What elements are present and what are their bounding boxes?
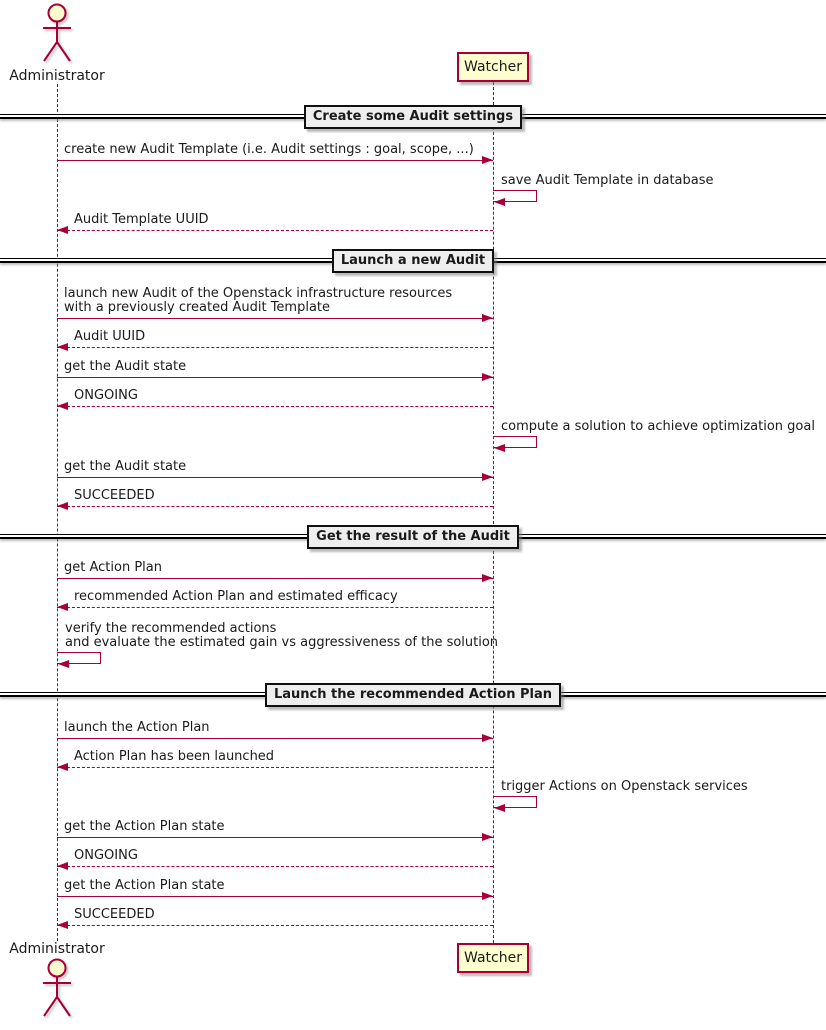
message-arrow-dashed xyxy=(57,866,493,867)
arrowhead-right-icon xyxy=(482,833,493,841)
message-text xyxy=(64,721,210,735)
message-arrow-dashed xyxy=(57,925,493,926)
message-text-line: verify the recommended actions xyxy=(65,621,277,636)
message-text-line: get the Action Plan state xyxy=(64,878,225,893)
message-text xyxy=(65,622,498,650)
message-text-line: SUCCEEDED xyxy=(74,907,155,922)
message-arrow-dashed xyxy=(57,506,493,507)
message-arrow-solid xyxy=(57,477,493,478)
message-arrow-dashed xyxy=(57,607,493,608)
divider-label: Get the result of the Audit xyxy=(307,525,519,549)
message-arrow-solid xyxy=(57,738,493,739)
message-text xyxy=(74,849,138,863)
message-text-line: get the Audit state xyxy=(64,459,187,474)
arrowhead-left-icon xyxy=(57,603,68,611)
message-text xyxy=(501,174,714,188)
message-text xyxy=(74,330,145,344)
message-text-line: Audit Template UUID xyxy=(74,212,209,227)
message-text-line: create new Audit Template (i.e. Audit settings : goal, scope, ...) xyxy=(64,142,474,157)
message-text-line: get Action Plan xyxy=(64,560,162,575)
section-divider xyxy=(0,526,826,548)
administrator-label-bottom: Administrator xyxy=(9,941,105,957)
message-arrow-solid xyxy=(57,377,493,378)
message-text xyxy=(501,780,748,794)
message-text-line: with a previously created Audit Template xyxy=(64,300,331,315)
watcher-participant-top: Watcher xyxy=(457,52,529,82)
arrowhead-left-icon xyxy=(494,444,505,452)
message-text xyxy=(74,908,155,922)
section-divider xyxy=(0,684,826,706)
message-text xyxy=(64,561,162,575)
message-arrow-dashed xyxy=(57,406,493,407)
arrowhead-left-icon xyxy=(57,862,68,870)
message-text-line: launch the Action Plan xyxy=(64,720,210,735)
message-text-line: and evaluate the estimated gain vs aggressiveness of the solution xyxy=(65,635,499,650)
arrowhead-left-icon xyxy=(57,402,68,410)
message-text-line: ONGOING xyxy=(74,848,138,863)
message-text-line: Action Plan has been launched xyxy=(74,749,275,764)
arrowhead-right-icon xyxy=(482,892,493,900)
message-text-line: ONGOING xyxy=(74,388,138,403)
watcher-lifeline xyxy=(493,82,494,943)
divider-label: Launch a new Audit xyxy=(332,249,494,273)
message-arrow-solid xyxy=(57,896,493,897)
arrowhead-right-icon xyxy=(482,734,493,742)
administrator-actor-icon-bottom xyxy=(34,957,80,1019)
message-text xyxy=(64,460,186,474)
message-text xyxy=(74,389,138,403)
arrowhead-right-icon xyxy=(482,574,493,582)
message-text-line: Audit UUID xyxy=(74,329,146,344)
message-arrow-dashed xyxy=(57,347,493,348)
message-text-line: save Audit Template in database xyxy=(501,173,714,188)
section-divider xyxy=(0,250,826,272)
message-text xyxy=(74,213,209,227)
message-arrow-solid xyxy=(57,578,493,579)
message-arrow-dashed xyxy=(57,230,493,231)
message-text xyxy=(64,820,225,834)
administrator-actor-icon xyxy=(34,2,80,64)
divider-label: Create some Audit settings xyxy=(304,105,522,129)
watcher-participant-bottom: Watcher xyxy=(457,943,529,973)
message-arrow-solid xyxy=(57,160,493,161)
message-arrow-solid xyxy=(57,837,493,838)
message-text xyxy=(64,287,452,315)
arrowhead-right-icon xyxy=(482,156,493,164)
message-text xyxy=(74,590,398,604)
administrator-lifeline xyxy=(57,84,58,941)
message-text-line: recommended Action Plan and estimated efficacy xyxy=(74,589,398,604)
message-text-line: get the Audit state xyxy=(64,359,187,374)
message-text xyxy=(74,489,155,503)
administrator-label-top: Administrator xyxy=(9,68,105,84)
arrowhead-right-icon xyxy=(482,314,493,322)
arrowhead-left-icon xyxy=(57,502,68,510)
message-text xyxy=(64,360,186,374)
message-arrow-solid xyxy=(57,318,493,319)
arrowhead-left-icon xyxy=(57,343,68,351)
message-text-line: get the Action Plan state xyxy=(64,819,225,834)
arrowhead-left-icon xyxy=(494,804,505,812)
message-text xyxy=(64,143,474,157)
divider-label: Launch the recommended Action Plan xyxy=(265,683,561,707)
arrowhead-left-icon xyxy=(494,198,505,206)
arrowhead-left-icon xyxy=(57,763,68,771)
message-text xyxy=(74,750,274,764)
message-text xyxy=(64,879,225,893)
section-divider xyxy=(0,106,826,128)
arrowhead-left-icon xyxy=(57,921,68,929)
message-text-line: compute a solution to achieve optimization goal xyxy=(501,419,815,434)
message-text-line: launch new Audit of the Openstack infrastructure resources xyxy=(64,286,453,301)
arrowhead-left-icon xyxy=(57,226,68,234)
message-text xyxy=(501,420,815,434)
arrowhead-left-icon xyxy=(58,660,69,668)
message-text-line: SUCCEEDED xyxy=(74,488,155,503)
arrowhead-right-icon xyxy=(482,473,493,481)
arrowhead-right-icon xyxy=(482,373,493,381)
message-text-line: trigger Actions on Openstack services xyxy=(501,779,748,794)
message-arrow-dashed xyxy=(57,767,493,768)
